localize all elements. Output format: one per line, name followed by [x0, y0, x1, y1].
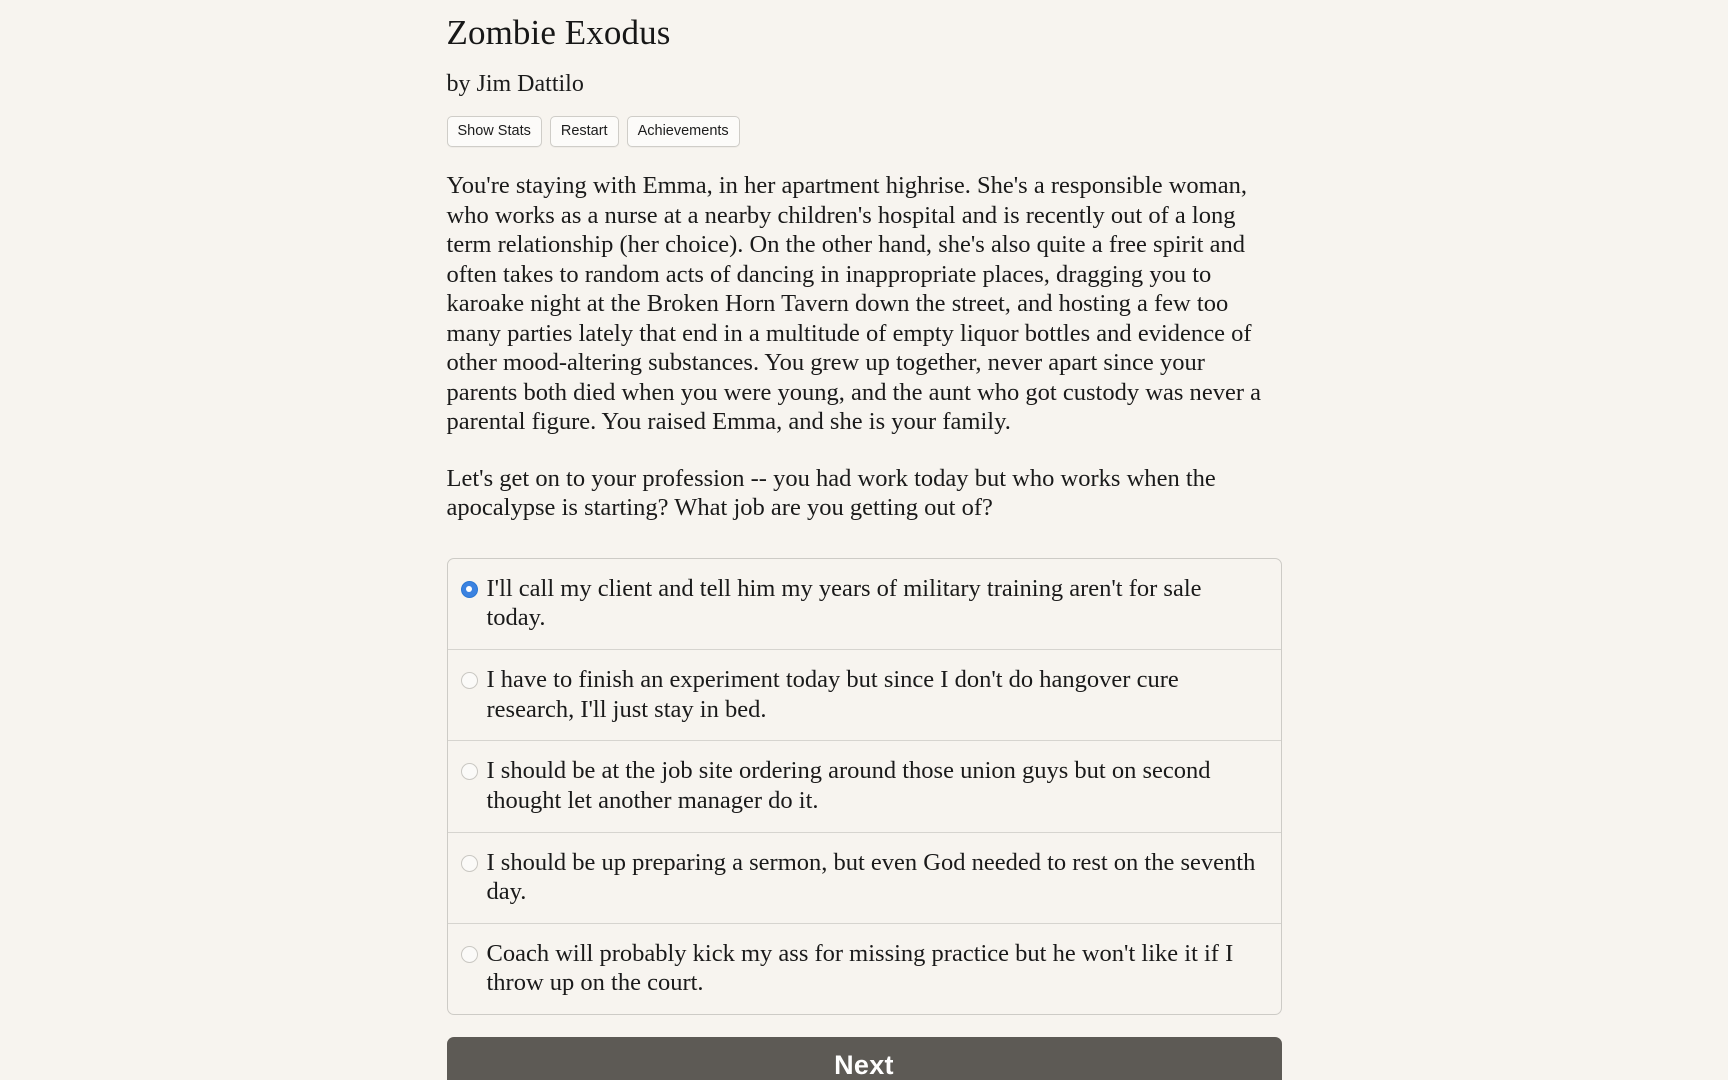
choice-option-4[interactable] — [448, 833, 1281, 924]
choice-label: I should be up preparing a sermon, but even God needed to rest on the seventh day. — [486, 848, 1256, 906]
radio-unselected-icon[interactable] — [461, 672, 478, 689]
radio-selected-icon[interactable] — [461, 581, 478, 598]
radio-unselected-icon[interactable] — [461, 946, 478, 963]
page-title: Zombie Exodus — [446, 13, 671, 52]
choice-label: I should be at the job site ordering around those union guys but on second thought let another manager do it. — [486, 757, 1211, 814]
choice-label: I'll call my client and tell him my years of military training aren't for sale today. — [486, 574, 1202, 632]
radio-unselected-icon[interactable] — [461, 763, 478, 780]
choice-label: I have to finish an experiment today but since I don't do hangover cure research, I'll just stay in bed. — [486, 665, 1179, 723]
menu-bar — [447, 116, 1282, 148]
story-paragraph-1: You're staying with Emma, in her apartment highrise. She's a responsible woman, who works as a nurse at a nearby children's hospital and is recently out of a long term relationship (her choice). On the other hand, she's also quite a free spirit and often takes to random acts of dancing in inappropriate places, dragging you to karoake night at the Broken Horn Tavern down the street, and hosting a few too many parties lately that end in a multitude of empty liquor bottles and evidence of other mood-altering substances. You grew up together, never apart since your parents both died when you were young, and the aunt who got custody was never a parental figure. You raised Emma, and she is your family. — [446, 172, 1262, 436]
choice-option-2[interactable] — [448, 650, 1281, 741]
story-question-paragraph: Let's get on to your profession -- you had work today but who works when the apocalypse is starting? What job are you getting out of? — [446, 464, 1216, 522]
restart-button[interactable]: Restart — [550, 116, 619, 148]
author-byline: by Jim Dattilo — [446, 70, 584, 97]
achievements-button[interactable]: Achievements — [627, 116, 740, 148]
choice-label: Coach will probably kick my ass for missing practice but he won't like it if I throw up on the court. — [486, 939, 1234, 997]
choice-option-3[interactable] — [448, 741, 1281, 832]
choice-option-1[interactable] — [448, 559, 1281, 650]
radio-unselected-icon[interactable] — [461, 855, 478, 872]
game-container — [447, 0, 1282, 1080]
choice-option-5[interactable] — [448, 924, 1281, 1014]
choice-list — [447, 558, 1282, 1015]
next-button[interactable]: Next — [447, 1037, 1282, 1080]
show-stats-button[interactable]: Show Stats — [447, 116, 542, 148]
